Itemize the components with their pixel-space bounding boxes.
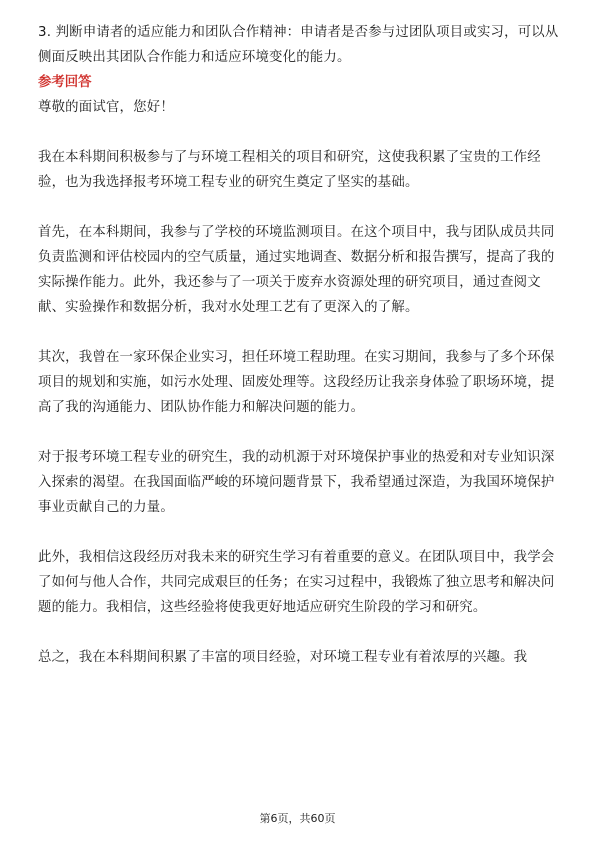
paragraph-5: 此外，我相信这段经历对我未来的研究生学习有着重要的意义。在团队项目中，我学会了如何与他人合作，共同完成艰巨的任务；在实习过程中，我锻炼了独立思考和解决问题的能力。我相信，这些经验将使我更好地适应研究生阶段的学习和研究。: [38, 550, 555, 615]
paragraph-4: 对于报考环境工程专业的研究生，我的动机源于对环境保护事业的热爱和对专业知识深入探索的渴望。在我国面临严峻的环境问题背景下，我希望通过深造，为我国环境保护事业贡献自己的力量。: [38, 450, 555, 515]
point-3-text: 3. 判断申请者的适应能力和团队合作精神：申请者是否参与过团队项目或实习，可以从侧面反映出其团队合作能力和适应环境变化的能力。: [38, 25, 559, 65]
greeting: 尊敬的面试官，您好！: [38, 100, 174, 115]
paragraph-1: 我在本科期间积极参与了与环境工程相关的项目和研究，这使我积累了宝贵的工作经验，也为我选择报考环境工程专业的研究生奠定了坚实的基础。: [38, 150, 541, 190]
paragraph-2: 首先，在本科期间，我参与了学校的环境监测项目。在这个项目中，我与团队成员共同负责监测和评估校园内的空气质量，通过实地调查、数据分析和报告撰写，提高了我的实际操作能力。此外，我还参与了一项关于废弃水资源处理的研究项目，通过查阅文献、实验操作和数据分析，我对水处理工艺有了更深入的了解。: [38, 225, 555, 315]
paragraph-6: 总之，我在本科期间积累了丰富的项目经验，对环境工程专业有着浓厚的兴趣。我: [38, 650, 528, 665]
document-body: [38, 20, 560, 670]
paragraph-3: 其次，我曾在一家环保企业实习，担任环境工程助理。在实习期间，我参与了多个环保项目的规划和实施，如污水处理、固废处理等。这段经历让我亲身体验了职场环境，提高了我的沟通能力、团队协作能力和解决问题的能力。: [38, 350, 555, 415]
page-number-footer: 第6页，共60页: [259, 812, 336, 825]
answer-heading: 参考回答: [38, 75, 92, 90]
